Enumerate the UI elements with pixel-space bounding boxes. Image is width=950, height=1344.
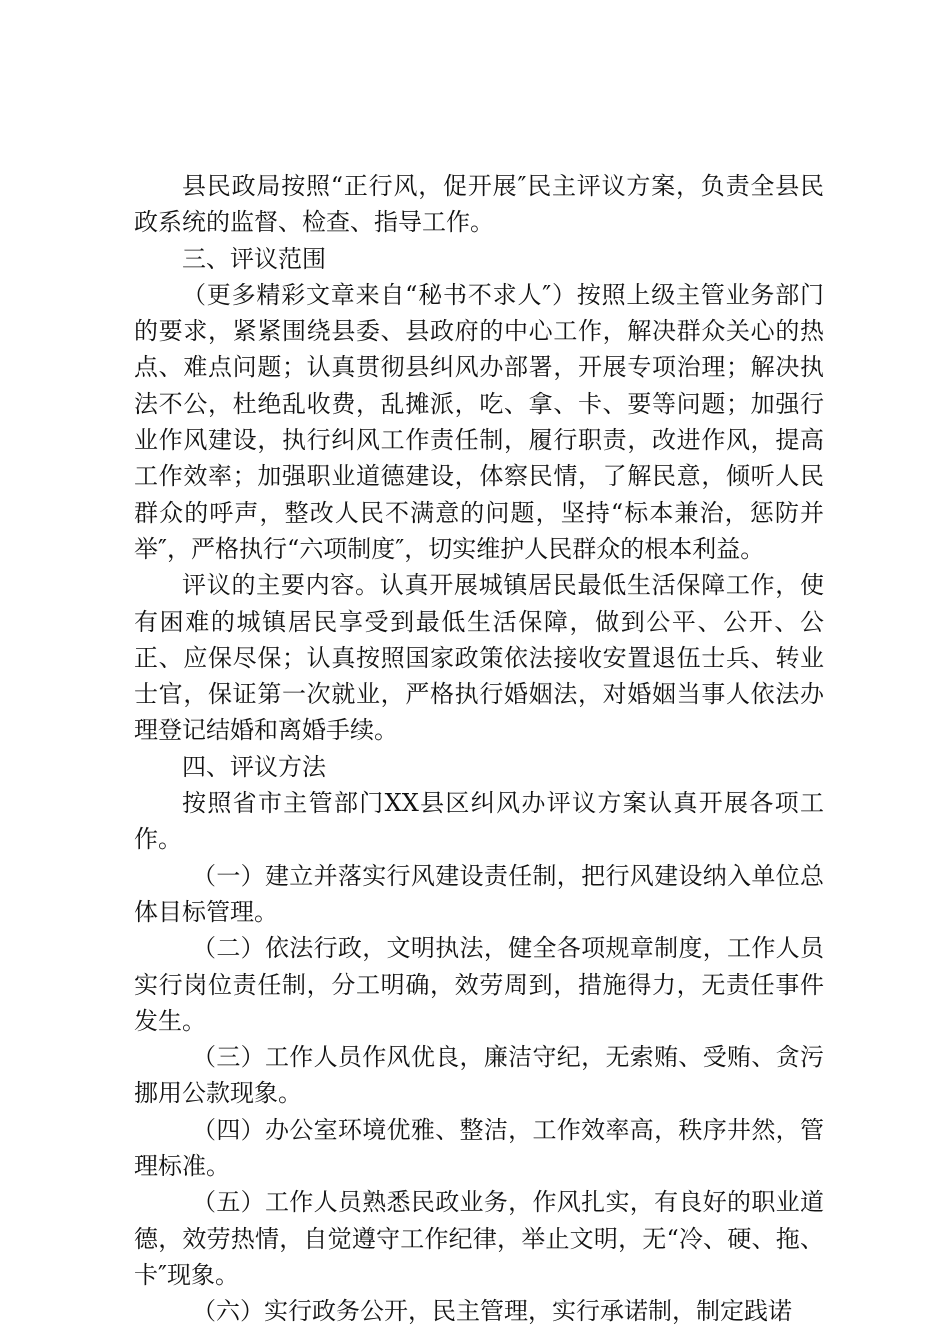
list-item-5: （五）工作人员熟悉民政业务，作风扎实，有良好的职业道德，效劳热情，自觉遵守工作纪律，举止文明，无“冷、硬、拖、卡″现象。 <box>134 1188 824 1289</box>
list-item-2: （二）依法行政，文明执法，健全各项规章制度，工作人员实行岗位责任制，分工明确，效劳周到，措施得力，无责任事件发生。 <box>134 934 824 1035</box>
list-item-6: （六）实行政务公开，民主管理，实行承诺制，制定践诺 <box>192 1297 792 1326</box>
paragraph-responsibility: 县民政局按照“正行风，促开展″民主评议方案，负责全县民政系统的监督、检查、指导工作。 <box>134 172 824 237</box>
document-page <box>134 168 824 1330</box>
paragraph-scope: （更多精彩文章来自“秘书不求人″）按照上级主管业务部门的要求，紧紧围绕县委、县政府的中心工作，解决群众关心的热点、难点问题；认真贯彻县纠风办部署，开展专项治理；解决执法不公，杜绝乱收费，乱摊派，吃、拿、卡、要等问题；加强行业作风建设，执行纠风工作责任制，履行职责，改进作风，提高工作效率；加强职业道德建设，体察民情，了解民意，倾听人民群众的呼声，整改人民不满意的问题，坚持“标本兼治，惩防并举″，严格执行“六项制度″，切实维护人民群众的根本利益。 <box>134 280 824 563</box>
list-item-4: （四）办公室环境优雅、整洁，工作效率高，秩序井然，管理标准。 <box>134 1115 824 1181</box>
section-heading-scope: 三、评议范围 <box>182 244 326 273</box>
paragraph-main-content: 评议的主要内容。认真开展城镇居民最低生活保障工作，使有困难的城镇居民享受到最低生活保障，做到公平、公开、公正、应保尽保；认真按照国家政策依法接收安置退伍士兵、转业士官，保证第一次就业，严格执行婚姻法，对婚姻当事人依法办理登记结婚和离婚手续。 <box>134 571 824 745</box>
section-heading-method: 四、评议方法 <box>182 752 326 781</box>
list-item-3: （三）工作人员作风优良，廉洁守纪，无索贿、受贿、贪污挪用公款现象。 <box>134 1043 824 1108</box>
paragraph-method-intro: 按照省市主管部门XX县区纠风办评议方案认真开展各项工作。 <box>134 789 824 854</box>
list-item-1: （一）建立并落实行风建设责任制，把行风建设纳入单位总体目标管理。 <box>134 861 824 926</box>
